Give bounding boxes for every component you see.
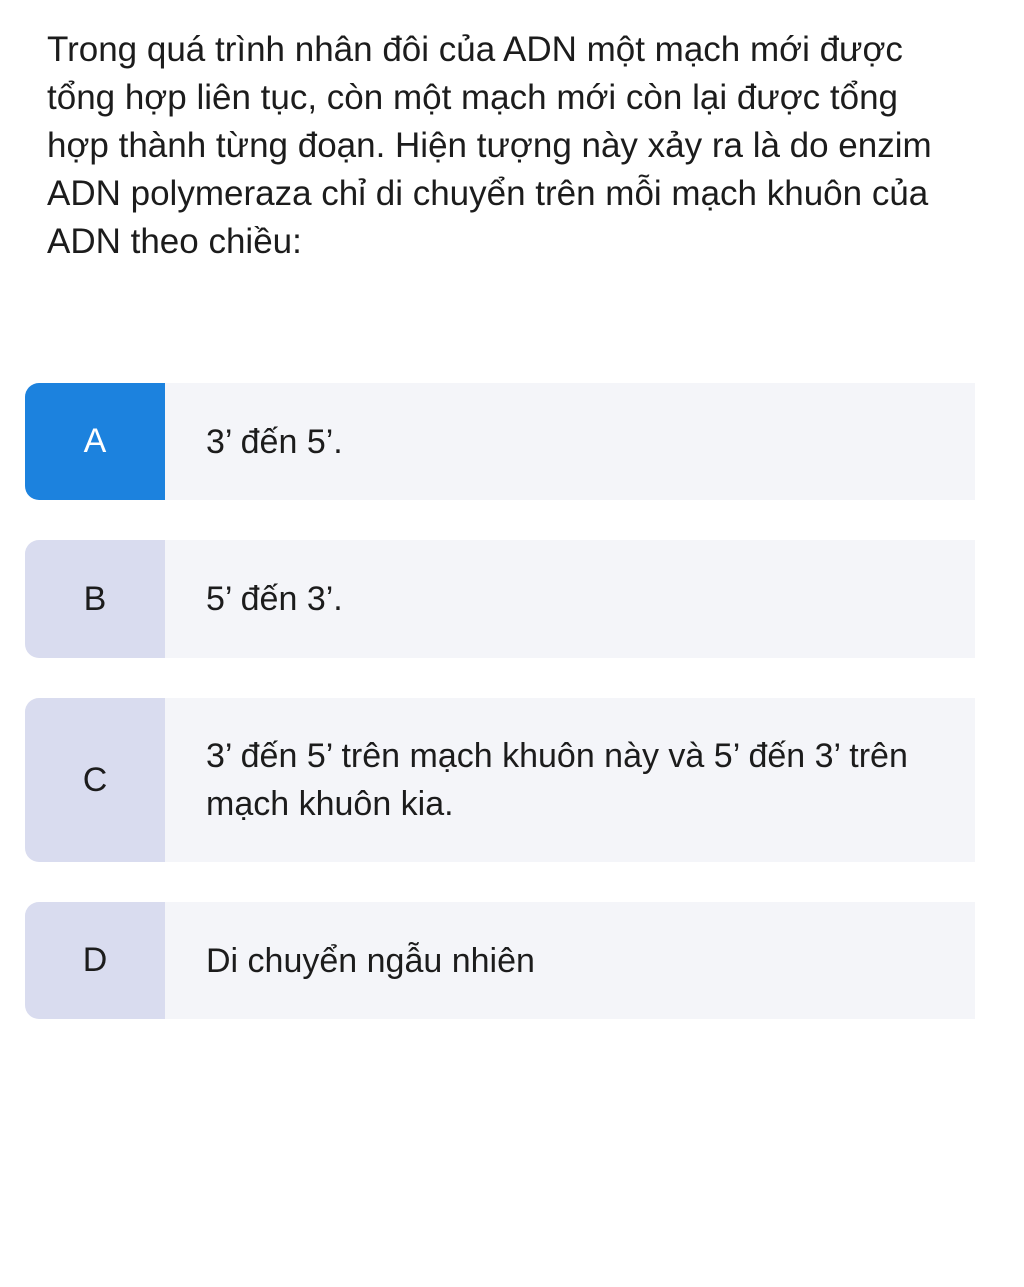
- option-b-letter: B: [25, 540, 165, 658]
- option-c-letter: C: [25, 698, 165, 862]
- question-text: Trong quá trình nhân đôi của ADN một mạch mới được tổng hợp liên tục, còn một mạch mới còn lại được tổng hợp thành từng đoạn. Hiện tượng này xảy ra là do enzim ADN polymeraza chỉ di chuyển trên mỗi mạch khuôn của ADN theo chiều:: [47, 30, 932, 261]
- option-c[interactable]: [25, 698, 975, 862]
- option-b[interactable]: [25, 540, 975, 658]
- option-b-text: 5’ đến 3’.: [206, 580, 343, 618]
- option-a-letter: A: [25, 383, 165, 500]
- option-d-text: Di chuyển ngẫu nhiên: [206, 941, 535, 980]
- option-c-text: 3’ đến 5’ trên mạch khuôn này và 5’ đến 3’ trên mạch khuôn kia.: [206, 737, 908, 823]
- option-d[interactable]: [25, 902, 975, 1019]
- option-a[interactable]: [25, 383, 975, 500]
- option-d-letter: D: [25, 902, 165, 1019]
- option-a-text: 3’ đến 5’.: [206, 422, 343, 461]
- answer-options: [25, 383, 975, 1019]
